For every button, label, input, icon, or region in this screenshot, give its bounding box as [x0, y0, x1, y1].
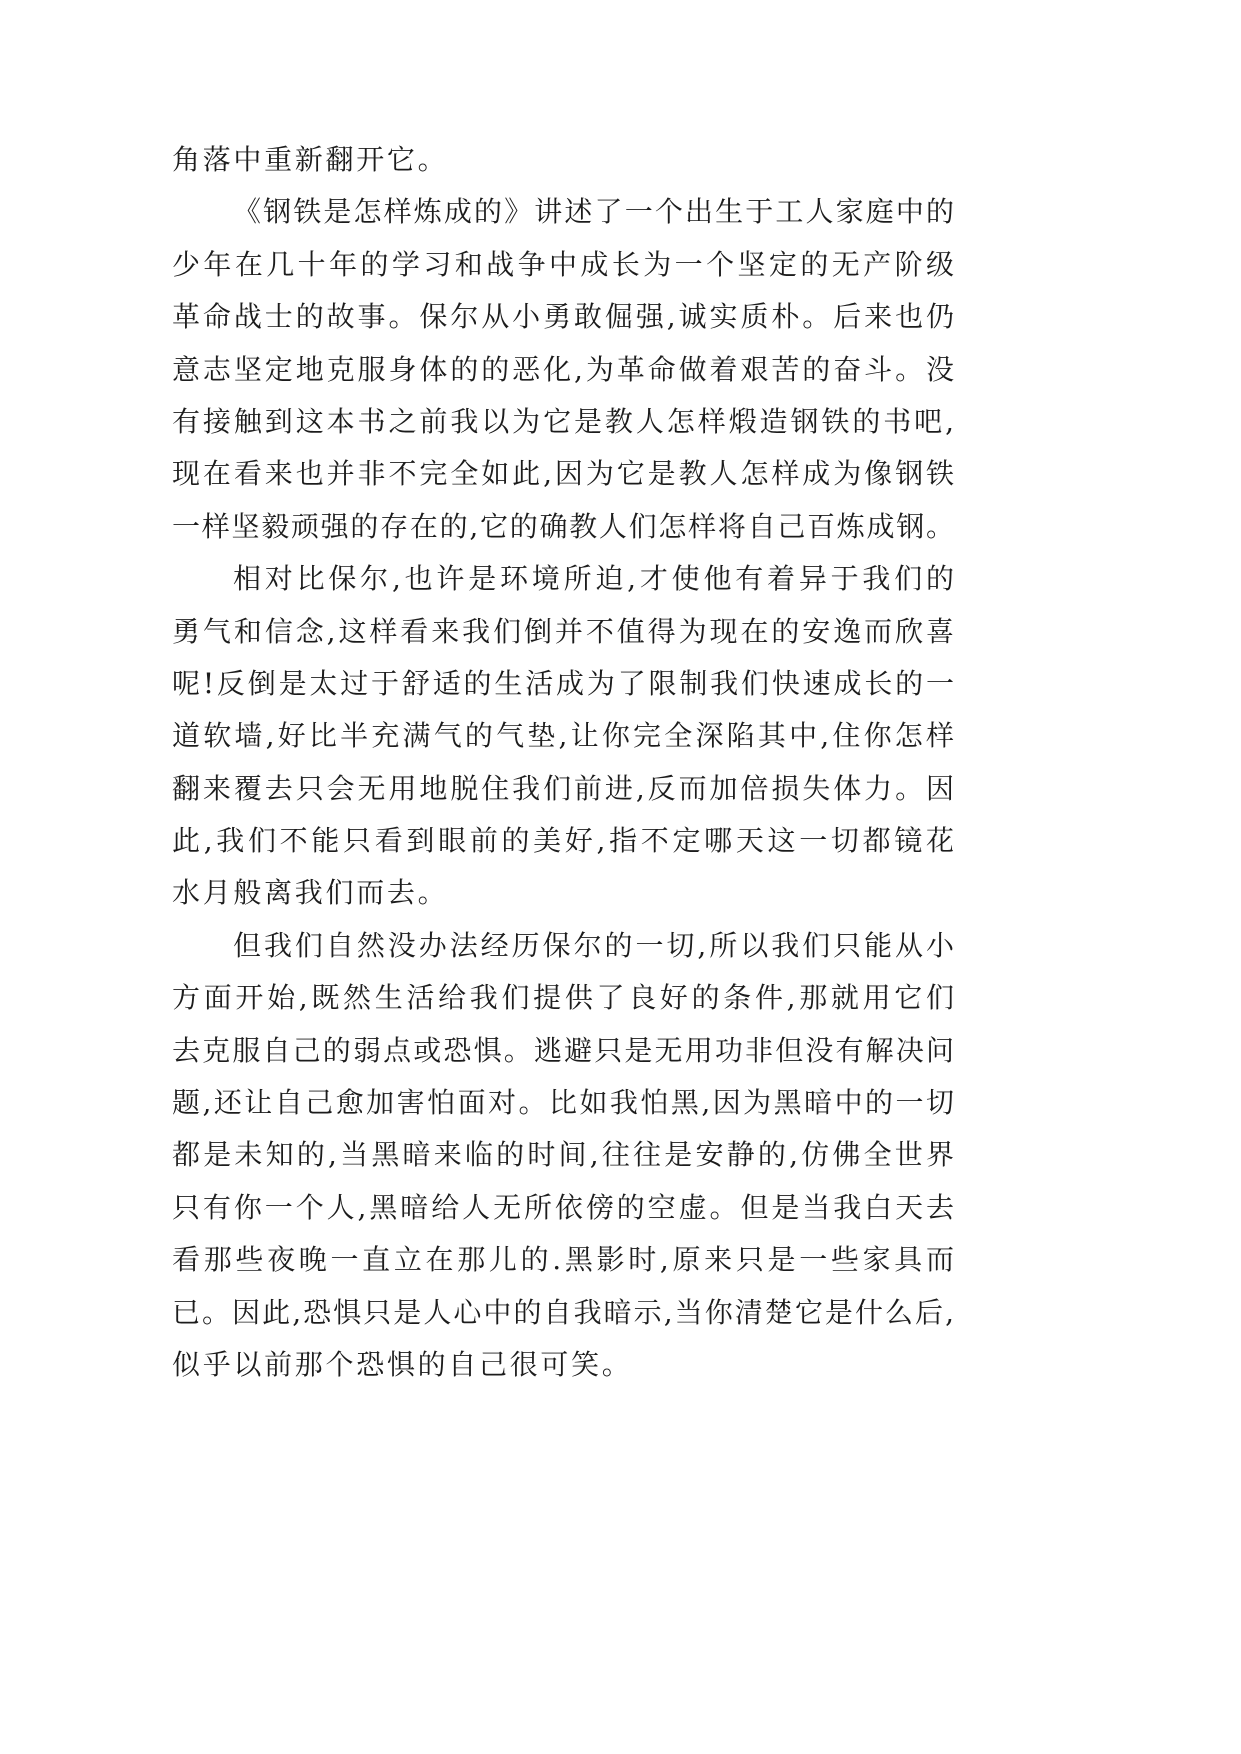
text-line: 一样坚毅顽强的存在的,它的确教人们怎样将自己百炼成钢。 [172, 509, 954, 543]
document-body [172, 134, 954, 1391]
text-line: 相对比保尔,也许是环境所迫,才使他有着异于我们的 [233, 562, 954, 596]
text-line: 已。因此,恐惧只是人心中的自我暗示,当你清楚它是什么后, [172, 1295, 954, 1329]
text-line: 但我们自然没办法经历保尔的一切,所以我们只能从小 [233, 928, 954, 962]
text-line: 《钢铁是怎样炼成的》讲述了一个出生于工人家庭中的 [233, 195, 954, 229]
paragraph [172, 553, 954, 920]
text-line: 有接触到这本书之前我以为它是教人怎样煅造钢铁的书吧, [172, 404, 954, 438]
text-line: 看那些夜晚一直立在那儿的.黑影时,原来只是一些家具而 [172, 1243, 954, 1277]
text-line: 呢!反倒是太过于舒适的生活成为了限制我们快速成长的一 [172, 666, 954, 700]
paragraph [172, 920, 954, 1392]
text-line: 去克服自己的弱点或恐惧。逃避只是无用功非但没有解决问 [172, 1033, 954, 1067]
paragraph [172, 186, 954, 553]
text-line: 勇气和信念,这样看来我们倒并不值得为现在的安逸而欣喜 [172, 614, 954, 648]
text-line: 意志坚定地克服身体的的恶化,为革命做着艰苦的奋斗。没 [172, 352, 954, 386]
text-line: 翻来覆去只会无用地脱住我们前进,反而加倍损失体力。因 [172, 771, 954, 805]
paragraph-continued [172, 134, 954, 186]
text-line: 现在看来也并非不完全如此,因为它是教人怎样成为像钢铁 [172, 457, 954, 491]
text-line: 角落中重新翻开它。 [172, 143, 449, 176]
text-line: 道软墙,好比半充满气的气垫,让你完全深陷其中,住你怎样 [172, 719, 954, 753]
text-line: 革命战士的故事。保尔从小勇敢倔强,诚实质朴。后来也仍 [172, 300, 954, 334]
text-line: 此,我们不能只看到眼前的美好,指不定哪天这一切都镜花 [172, 824, 954, 858]
text-line: 水月般离我们而去。 [172, 876, 449, 910]
text-line: 少年在几十年的学习和战争中成长为一个坚定的无产阶级 [172, 247, 954, 281]
text-line: 题,还让自己愈加害怕面对。比如我怕黑,因为黑暗中的一切 [172, 1086, 954, 1120]
text-line: 都是未知的,当黑暗来临的时间,往往是安静的,仿佛全世界 [172, 1138, 954, 1172]
text-line: 似乎以前那个恐惧的自己很可笑。 [172, 1347, 633, 1381]
text-line: 方面开始,既然生活给我们提供了良好的条件,那就用它们 [172, 981, 954, 1015]
text-line: 只有你一个人,黑暗给人无所依傍的空虚。但是当我白天去 [172, 1190, 954, 1224]
